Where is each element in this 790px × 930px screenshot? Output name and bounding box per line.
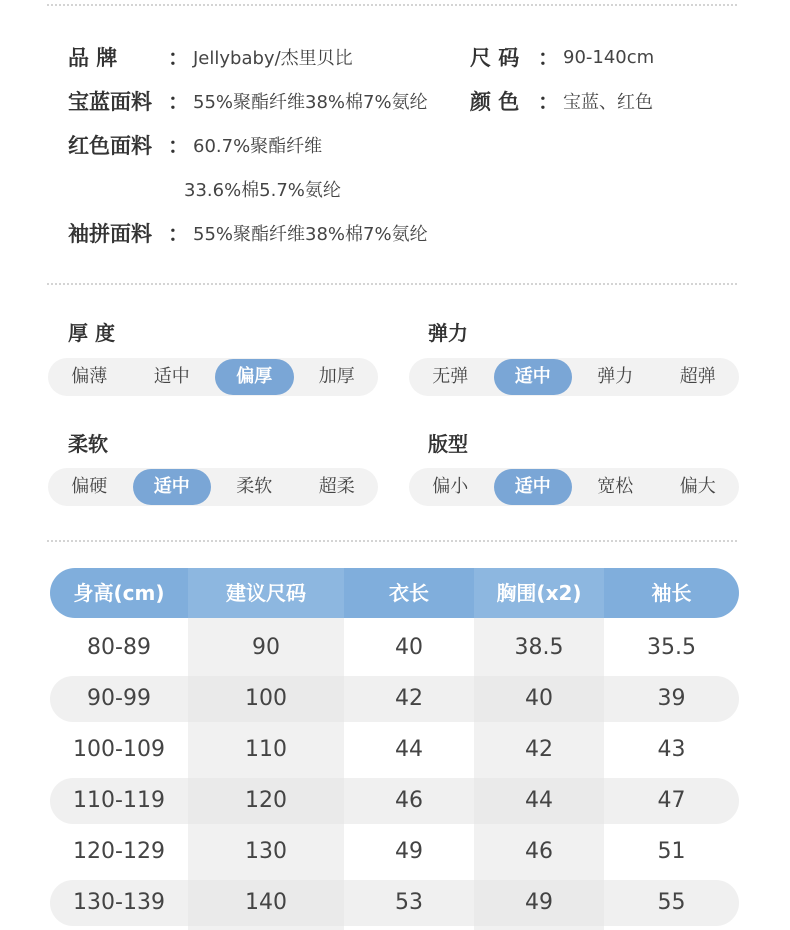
- cell-height: 110-119: [73, 788, 165, 813]
- spec-size: [470, 42, 654, 72]
- cell-sleeve: 47: [657, 788, 686, 813]
- spec-navy-fabric-label: 宝蓝面料: [68, 90, 152, 114]
- spec-color-label: 颜 色: [470, 90, 520, 114]
- cell-length: 42: [395, 686, 423, 711]
- colon: ：: [168, 90, 189, 114]
- table-row: [50, 676, 739, 722]
- colon: ：: [168, 46, 189, 70]
- elasticity-option-2[interactable]: 适中: [494, 359, 573, 395]
- cell-size: 120: [245, 788, 287, 813]
- thickness-option-1[interactable]: 偏薄: [71, 366, 108, 387]
- table-row: [50, 778, 739, 824]
- spec-color-value: 宝蓝、红色: [563, 92, 653, 113]
- fit-title: 版型: [428, 432, 468, 456]
- spec-sleeve-fabric-label: 袖拼面料: [68, 222, 152, 246]
- cell-size: 130: [245, 839, 287, 864]
- spec-brand: [68, 42, 353, 72]
- fit-scale: [409, 468, 739, 506]
- cell-height: 100-109: [73, 737, 165, 762]
- cell-chest: 42: [525, 737, 553, 762]
- cell-chest: 46: [525, 839, 553, 864]
- softness-option-4[interactable]: 超柔: [318, 476, 355, 497]
- table-header: [50, 568, 739, 618]
- table-row: [50, 625, 739, 671]
- spec-brand-value: Jellybaby/杰里贝比: [193, 48, 353, 69]
- colon: ：: [168, 134, 189, 158]
- cell-length: 44: [395, 737, 423, 762]
- spec-size-label: 尺 码: [470, 46, 520, 70]
- softness-scale: [48, 468, 378, 506]
- fit-option-4[interactable]: 偏大: [679, 476, 716, 497]
- cell-height: 130-139: [73, 890, 165, 915]
- cell-size: 140: [245, 890, 287, 915]
- thickness-option-2[interactable]: 适中: [153, 366, 190, 387]
- cell-sleeve: 55: [657, 890, 686, 915]
- thickness-option-3[interactable]: 偏厚: [215, 359, 294, 395]
- spec-red-fabric-value2: 33.6%棉5.7%氨纶: [184, 180, 341, 201]
- cell-sleeve: 35.5: [647, 635, 696, 660]
- spec-navy-fabric-value: 55%聚酯纤维38%棉7%氨纶: [193, 92, 428, 113]
- spec-sleeve-fabric: [68, 218, 428, 248]
- spec-red-fabric: [68, 130, 322, 160]
- elasticity-option-3[interactable]: 弹力: [597, 366, 634, 387]
- cell-sleeve: 43: [657, 737, 686, 762]
- cell-length: 40: [395, 635, 423, 660]
- elasticity-option-1[interactable]: 无弹: [432, 366, 469, 387]
- spec-size-value: 90-140cm: [563, 46, 655, 68]
- cell-sleeve: 51: [657, 839, 686, 864]
- softness-option-2[interactable]: 适中: [133, 469, 212, 505]
- header-sleeve: 袖长: [651, 581, 692, 605]
- thickness-option-4[interactable]: 加厚: [318, 366, 355, 387]
- thickness-scale: [48, 358, 378, 396]
- cell-height: 80-89: [87, 635, 151, 660]
- cell-chest: 44: [525, 788, 553, 813]
- cell-height: 120-129: [73, 839, 165, 864]
- top-divider: [47, 4, 737, 6]
- size-table: [50, 568, 739, 930]
- spec-red-fabric-label: 红色面料: [68, 134, 152, 158]
- rating-divider: [47, 540, 737, 542]
- spec-red-fabric-value: 60.7%聚酯纤维: [193, 136, 323, 157]
- thickness-title: 厚 度: [68, 321, 115, 345]
- spec-red-fabric-line2: [184, 174, 341, 204]
- cell-height: 90-99: [87, 686, 151, 711]
- softness-option-3[interactable]: 柔软: [236, 476, 273, 497]
- cell-size: 110: [245, 737, 287, 762]
- cell-chest: 49: [525, 890, 553, 915]
- cell-chest: 38.5: [514, 635, 564, 660]
- softness-title: 柔软: [68, 432, 108, 456]
- fit-option-1[interactable]: 偏小: [432, 476, 469, 497]
- spec-color: [470, 86, 653, 116]
- table-row: [50, 727, 739, 773]
- fit-option-3[interactable]: 宽松: [597, 476, 634, 497]
- header-chest: 胸围(x2): [474, 568, 604, 618]
- elasticity-option-4[interactable]: 超弹: [679, 366, 716, 387]
- table-row: [50, 880, 739, 926]
- header-suggested-size: 建议尺码: [188, 568, 344, 618]
- cell-length: 49: [395, 839, 423, 864]
- header-length: 衣长: [389, 581, 429, 605]
- colon: ：: [538, 90, 559, 114]
- spec-brand-label: 品 牌: [68, 46, 118, 70]
- cell-sleeve: 39: [657, 686, 686, 711]
- cell-size: 90: [252, 635, 280, 660]
- cell-size: 100: [245, 686, 287, 711]
- fit-option-2[interactable]: 适中: [494, 469, 573, 505]
- cell-length: 46: [395, 788, 423, 813]
- table-row: [50, 829, 739, 875]
- colon: ：: [538, 46, 559, 70]
- cell-chest: 40: [525, 686, 553, 711]
- elasticity-title: 弹力: [428, 321, 468, 345]
- spec-sleeve-fabric-value: 55%聚酯纤维38%棉7%氨纶: [193, 224, 428, 245]
- spec-navy-fabric: [68, 86, 428, 116]
- header-height: 身高(cm): [73, 581, 165, 605]
- spec-divider: [47, 283, 737, 285]
- colon: ：: [168, 222, 189, 246]
- elasticity-scale: [409, 358, 739, 396]
- softness-option-1[interactable]: 偏硬: [71, 476, 108, 497]
- cell-length: 53: [395, 890, 423, 915]
